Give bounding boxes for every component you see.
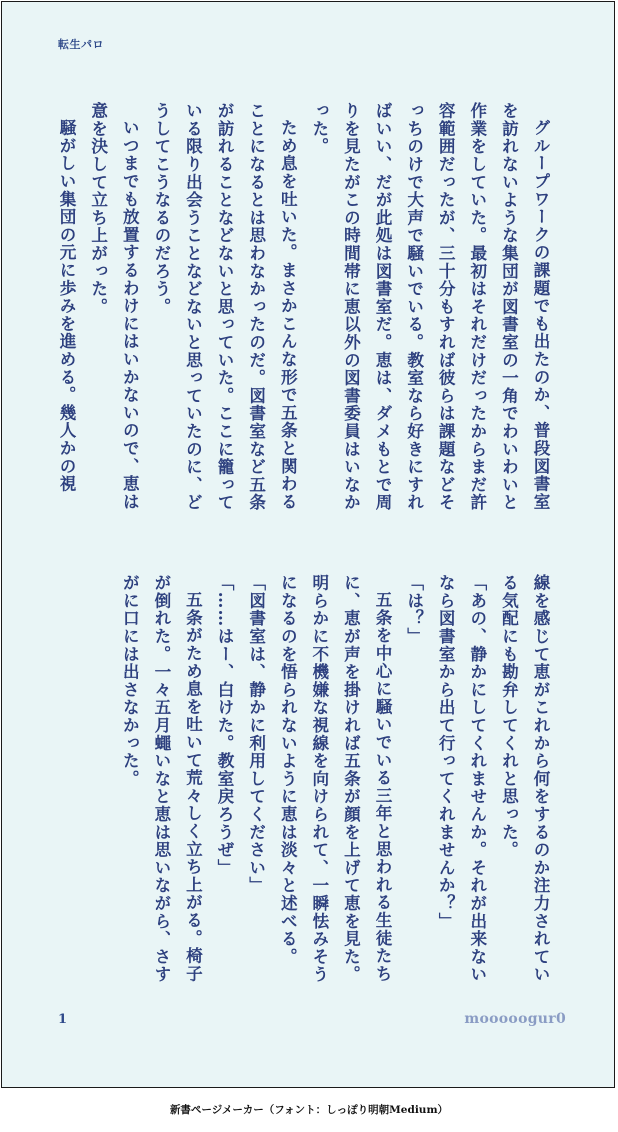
paragraph: いつまでも放置するわけにはいかないので、恵は意を決して立ち上がった。 [88,102,141,511]
running-title: 転生パロ [58,38,104,51]
page-number: 1 [58,1012,68,1027]
author-name: mooooogur0 [464,1011,566,1027]
paragraph: 「あの、静かにしてくれませんか。それが出来ないなら図書室から出て行ってくれませんか？」 [436,574,488,984]
paragraph: 「図書室は、静かに利用してください」 [246,574,267,895]
paragraph: グループワークの課題でも出たのか、普段図書室を訪れないような集団が図書室の一角でわいわいと作業をしていた。最初はそれだけだったからまだ許容範囲だったが、三十分もすれば彼らは課題などそっちのけで大声で騒いでいる。教室なら好きにすればいい、だが此処は図書室だ。恵は、ダメもとで周りを見たがこの時間帯に恵以外の図書委員はいなかった。 [309,102,551,512]
text-column-top [56,102,556,522]
paragraph: 「……はー、白けた。教室戻ろうぜ」 [215,574,236,877]
paragraph: 五条を中心に騒いでいる三年と思われる生徒たちに、恵が声を掛ければ五条が顔を上げて恵を見た。明らかに不機嫌な視線を向けられて、一瞬怯みそうになるのを悟られないように恵は淡々と述べる。 [278,574,394,984]
paragraph: 五条がため息を吐いて荒々しく立ち上がる。椅子が倒れた。一々五月蠅いなと恵は思いながら、さすがに口には出さなかった。 [120,574,204,984]
manuscript-page [1,1,615,1088]
paragraph: 「は？」 [404,574,425,646]
paragraph: ため息を吐いた。まさかこんな形で五条と関わることになるとは思わなかったのだ。図書室など五条が訪れることなどないと思っていた。ここに籠っている限り出会うことなどないと思っていたのに、どうしてこうなるのだろう。 [151,102,299,512]
paragraph: 線を感じて恵がこれから何をするのか注力されている気配にも勘弁してくれと思った。 [499,574,551,984]
generator-credit: 新書ページメーカー（フォント：しっぽり明朝Medium） [169,1104,449,1116]
paragraph: 騒がしい集団の元に歩みを進める。幾人かの視 [57,118,78,493]
text-column-bottom [56,574,556,994]
